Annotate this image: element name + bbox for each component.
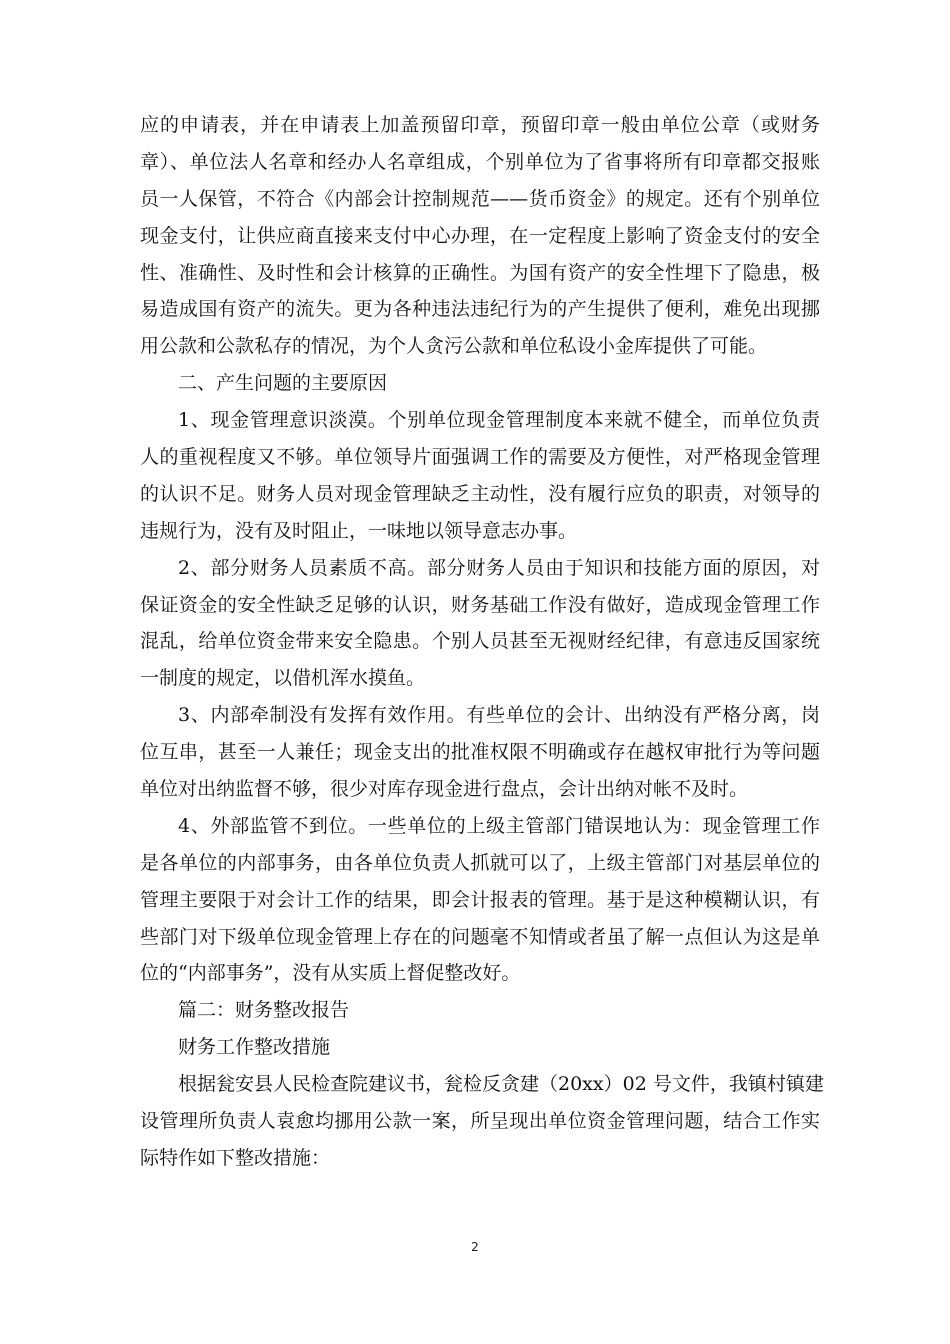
page-number: 2 bbox=[471, 1240, 479, 1254]
text-line: 际特作如下整改措施： bbox=[140, 1146, 331, 1169]
text-line: 管理主要限于对会计工作的结果，即会计报表的管理。基于是这种模糊认识，有 bbox=[140, 888, 820, 911]
text-line: 章）、单位法人名章和经办人名章组成，个别单位为了省事将所有印章都交报账 bbox=[140, 150, 820, 173]
text-line: 一制度的规定，以借机浑水摸鱼。 bbox=[140, 667, 426, 690]
text-line: 财务工作整改措施 bbox=[178, 1036, 331, 1059]
paragraph bbox=[140, 697, 820, 808]
text-line: 人的重视程度又不够。单位领导片面强调工作的需要及方便性，对严格现金管理 bbox=[140, 446, 820, 469]
text-line: 是各单位的内部事务，由各单位负责人抓就可以了，上级主管部门对基层单位的 bbox=[140, 851, 820, 874]
section-heading bbox=[140, 365, 820, 402]
text-line: 易造成国有资产的流失。更为各种违法违纪行为的产生提供了便利，难免出现挪 bbox=[140, 298, 820, 321]
paragraph bbox=[140, 550, 820, 698]
section-heading bbox=[140, 1029, 820, 1066]
text-line: 根据瓮安县人民检查院建议书，瓮检反贪建（20xx）02 号文件，我镇村镇建 bbox=[178, 1073, 824, 1096]
text-line: 的认识不足。财务人员对现金管理缺乏主动性，没有履行应负的职责，对领导的 bbox=[140, 482, 820, 505]
text-line: 设管理所负责人袁愈均挪用公款一案，所呈现出单位资金管理问题，结合工作实 bbox=[140, 1110, 820, 1133]
paragraph bbox=[140, 402, 820, 550]
text-line: 1、现金管理意识淡漠。个别单位现金管理制度本来就不健全，而单位负责 bbox=[178, 409, 820, 432]
text-line: 位互串，甚至一人兼任；现金支出的批准权限不明确或存在越权审批行为等问题 bbox=[140, 741, 820, 764]
text-line: 篇二：财务整改报告 bbox=[178, 999, 350, 1022]
text-line: 2、部分财务人员素质不高。部分财务人员由于知识和技能方面的原因，对 bbox=[178, 556, 820, 579]
text-line: 应的申请表，并在申请表上加盖预留印章，预留印章一般由单位公章（或财务 bbox=[140, 114, 820, 136]
section-heading bbox=[140, 992, 820, 1029]
text-line: 单位对出纳监督不够，很少对库存现金进行盘点，会计出纳对帐不及时。 bbox=[140, 778, 749, 801]
text-line: 性、准确性、及时性和会计核算的正确性。为国有资产的安全性埋下了隐患，极 bbox=[140, 261, 820, 284]
paragraph bbox=[140, 808, 820, 992]
document-body bbox=[140, 107, 824, 1177]
text-line: 现金支付，让供应商直接来支付中心办理，在一定程度上影响了资金支付的安全 bbox=[140, 224, 820, 247]
text-line: 3、内部牵制没有发挥有效作用。有些单位的会计、出纳没有严格分离，岗 bbox=[178, 704, 820, 727]
text-line: 4、外部监管不到位。一些单位的上级主管部门错误地认为：现金管理工作 bbox=[178, 814, 820, 837]
paragraph bbox=[140, 1066, 824, 1177]
text-line: 用公款和公款私存的情况，为个人贪污公款和单位私设小金库提供了可能。 bbox=[140, 335, 768, 358]
text-line: 位的“内部事务”，没有从实质上督促整改好。 bbox=[140, 962, 521, 985]
text-line: 混乱，给单位资金带来安全隐患。个别人员甚至无视财经纪律，有意违反国家统 bbox=[140, 630, 820, 653]
text-line: 员一人保管，不符合《内部会计控制规范——货币资金》的规定。还有个别单位 bbox=[140, 187, 820, 210]
text-line: 些部门对下级单位现金管理上存在的问题毫不知情或者虽了解一点但认为这是单 bbox=[140, 925, 820, 948]
text-line: 二、产生问题的主要原因 bbox=[178, 372, 388, 395]
text-line: 违规行为，没有及时阻止，一味地以领导意志办事。 bbox=[140, 519, 578, 542]
text-line: 保证资金的安全性缺乏足够的认识，财务基础工作没有做好，造成现金管理工作 bbox=[140, 593, 820, 616]
paragraph bbox=[140, 107, 820, 365]
